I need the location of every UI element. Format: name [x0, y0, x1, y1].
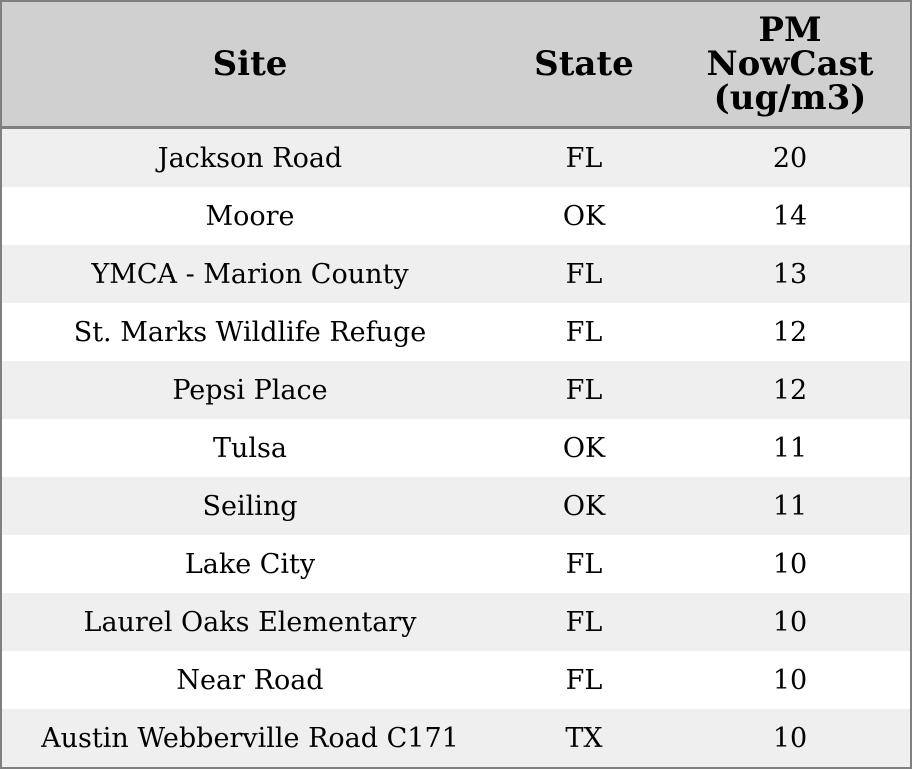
table-cell-site: St. Marks Wildlife Refuge	[73, 316, 427, 348]
table-row	[2, 129, 910, 187]
table-row	[2, 593, 910, 651]
table-row	[2, 361, 910, 419]
table-cell-state: OK	[562, 432, 606, 464]
column-header-site: Site	[212, 44, 288, 84]
table-header	[2, 2, 910, 129]
table-cell-pm: 10	[772, 548, 808, 580]
table-row	[2, 245, 910, 303]
table-row	[2, 477, 910, 535]
table-cell-state: FL	[565, 664, 603, 696]
table-cell-site: Laurel Oaks Elementary	[83, 606, 417, 638]
table-cell-pm: 10	[772, 722, 808, 754]
table-row	[2, 187, 910, 245]
table-cell-state: TX	[565, 722, 603, 754]
table-row	[2, 419, 910, 477]
table-cell-site: Jackson Road	[157, 142, 343, 174]
table-cell-pm: 12	[772, 316, 808, 348]
table-row	[2, 651, 910, 709]
table-cell-site: Seiling	[202, 490, 298, 522]
table-row	[2, 535, 910, 593]
table-cell-pm: 20	[772, 142, 808, 174]
table-cell-state: FL	[565, 374, 603, 406]
table-cell-pm: 12	[772, 374, 808, 406]
table-cell-site: Near Road	[176, 664, 324, 696]
table-row	[2, 709, 910, 767]
table-cell-pm: 13	[772, 258, 808, 290]
table-cell-state: FL	[565, 258, 603, 290]
table-cell-pm: 10	[772, 664, 808, 696]
table-cell-site: Lake City	[184, 548, 316, 580]
table-cell-site: Moore	[205, 200, 295, 232]
table-row	[2, 303, 910, 361]
table-body	[2, 129, 910, 767]
table-cell-pm: 10	[772, 606, 808, 638]
table-cell-site: Tulsa	[213, 432, 287, 464]
table-cell-state: FL	[565, 142, 603, 174]
table-cell-pm: 11	[772, 490, 808, 522]
table-cell-site: Austin Webberville Road C171	[41, 722, 459, 754]
table-cell-site: Pepsi Place	[172, 374, 328, 406]
table-cell-state: FL	[565, 548, 603, 580]
table-cell-pm: 14	[772, 200, 808, 232]
table-cell-site: YMCA - Marion County	[91, 258, 409, 290]
column-header-state: State	[534, 44, 634, 84]
table-cell-state: OK	[562, 200, 606, 232]
table-cell-state: FL	[565, 316, 603, 348]
table-cell-state: OK	[562, 490, 606, 522]
column-header-pm-nowcast: PM NowCast (ug/m3)	[706, 10, 874, 118]
table-cell-pm: 11	[772, 432, 808, 464]
table-cell-state: FL	[565, 606, 603, 638]
